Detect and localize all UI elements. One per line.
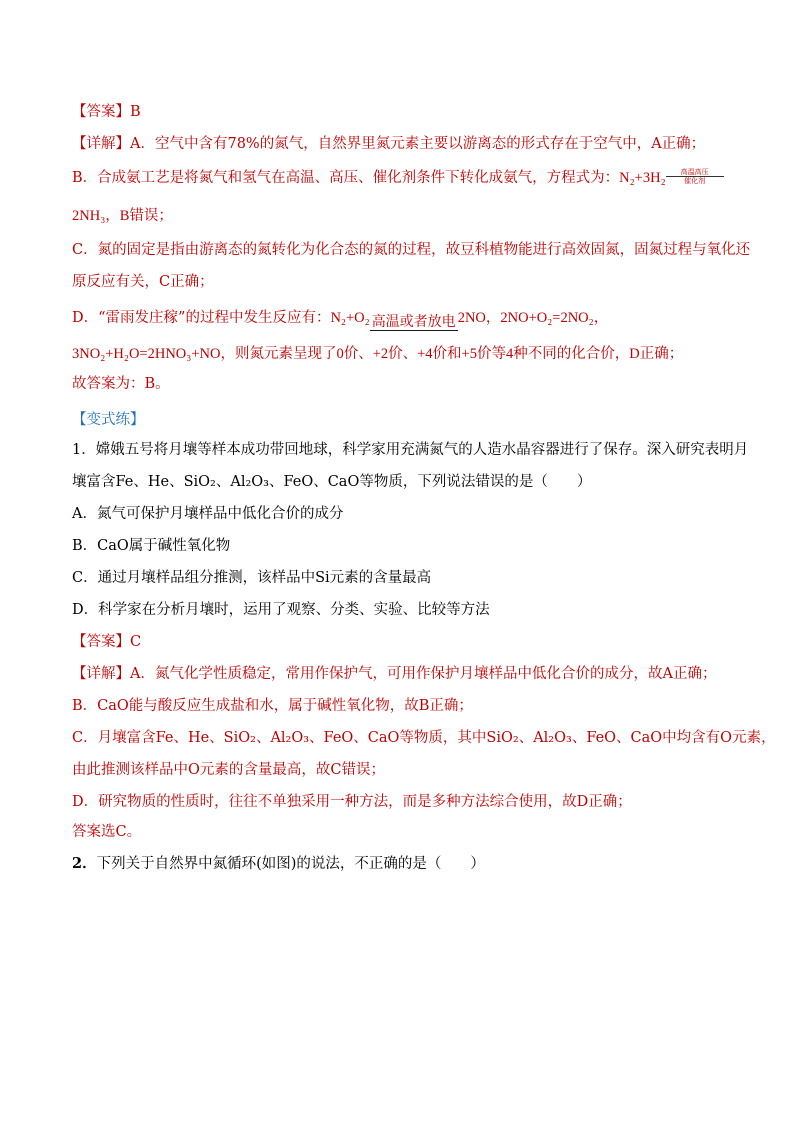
q1-option-a: A．氮气可保护月壤样品中低化合价的成分: [72, 506, 344, 522]
q2-stem-text: 下列关于自然界中氮循环(如图)的说法，不正确的是（ ）: [96, 856, 485, 872]
variant-tag: 【变式练】: [72, 412, 145, 428]
detail-text-d: D．“雷雨发庄稼”的过程中发生反应有：: [72, 310, 331, 326]
q1-conclusion: 答案选C。: [72, 824, 142, 840]
q2-stem: [72, 854, 732, 874]
q1-answer-tag: 【答案】: [72, 634, 130, 650]
detail-tag: 【详解】: [72, 136, 130, 152]
q1-detail-c1: C．月壤富含Fe、He、SiO₂、Al₂O₃、FeO、CaO等物质，其中SiO₂、Al₂O₃、FeO、CaO中均含有O元素，: [72, 730, 776, 746]
detail-line-b2: 2NH₃，B错误；: [72, 208, 173, 224]
q1-answer-line: [72, 632, 732, 652]
answer-value: B: [130, 104, 141, 120]
q1-option-d: D．科学家在分析月壤时，运用了观察、分类、实验、比较等方法: [72, 602, 490, 618]
condition-bottom-b: 催化剂: [684, 176, 706, 185]
q1-detail-a: [72, 664, 732, 684]
q1-detail-tag: 【详解】: [72, 666, 130, 682]
detail-line-d2: 3NO₂+H₂O=2HNO₃+NO，则氮元素呈现了0价、+2价、+4价和+5价等4种不同的化合价，D正确；: [72, 346, 684, 362]
equation-right-d: 2NO，2NO+O₂=2NO₂，: [457, 310, 609, 326]
detail-line-c2: 原反应有关，C正确；: [72, 274, 214, 290]
q1-detail-c2: 由此推测该样品中O元素的含量最高，故C错误；: [72, 762, 385, 778]
q1-stem-line-2: 壤富含Fe、He、SiO₂、Al₂O₃、FeO、CaO等物质，下列说法错误的是（ ）: [72, 474, 592, 490]
q1-detail-text-a: A．氮气化学性质稳定，常用作保护气，可用作保护月壤样品中低化合价的成分，故A正确；: [130, 666, 717, 682]
q1-detail-b: B．CaO能与酸反应生成盐和水，属于碱性氧化物，故B正确；: [72, 698, 473, 714]
answer-tag: 【答案】: [72, 104, 130, 120]
detail-line-a: [72, 134, 732, 154]
equation-left-b: N₂+3H₂: [619, 170, 666, 186]
q2-number: 2．: [72, 855, 97, 872]
q1-answer-value: C: [130, 634, 142, 650]
detail-line-c1: C．氮的固定是指由游离态的氮转化为化合态的氮的过程，故豆科植物能进行高效固氮，固氮过程与氧化还: [72, 242, 751, 258]
variant-heading: [72, 410, 732, 430]
detail-text-a: A．空气中含有78%的氮气，自然界里氮元素主要以游离态的形式存在于空气中，A正确；: [130, 136, 706, 152]
q1-stem-line-1: 1．嫦娥五号将月壤等样本成功带回地球，科学家用充满氮气的人造水晶容器进行了保存。深入研究表明月: [72, 442, 749, 458]
condition-top-d: 高温或者放电: [371, 314, 456, 330]
detail-line-d: [72, 308, 732, 331]
q1-option-b: B．CaO属于碱性氧化物: [72, 538, 231, 554]
reaction-condition-b: [666, 168, 724, 185]
conclusion-1: 故答案为：B。: [72, 376, 170, 392]
detail-line-b: [72, 168, 732, 188]
q1-detail-d: D．研究物质的性质时，往往不单独采用一种方法，而是多种方法综合使用，故D正确；: [72, 794, 632, 810]
equation-left-d: N₂+O₂: [330, 310, 370, 326]
detail-text-b: B．合成氨工艺是将氮气和氢气在高温、高压、催化剂条件下转化成氨气，方程式为：: [72, 170, 620, 186]
condition-top-b: 高温高压: [666, 168, 724, 177]
answer-line-1: [72, 102, 732, 122]
q1-option-c: C．通过月壤样品组分推测，该样品中Si元素的含量最高: [72, 570, 432, 586]
reaction-condition-d: [370, 314, 458, 331]
